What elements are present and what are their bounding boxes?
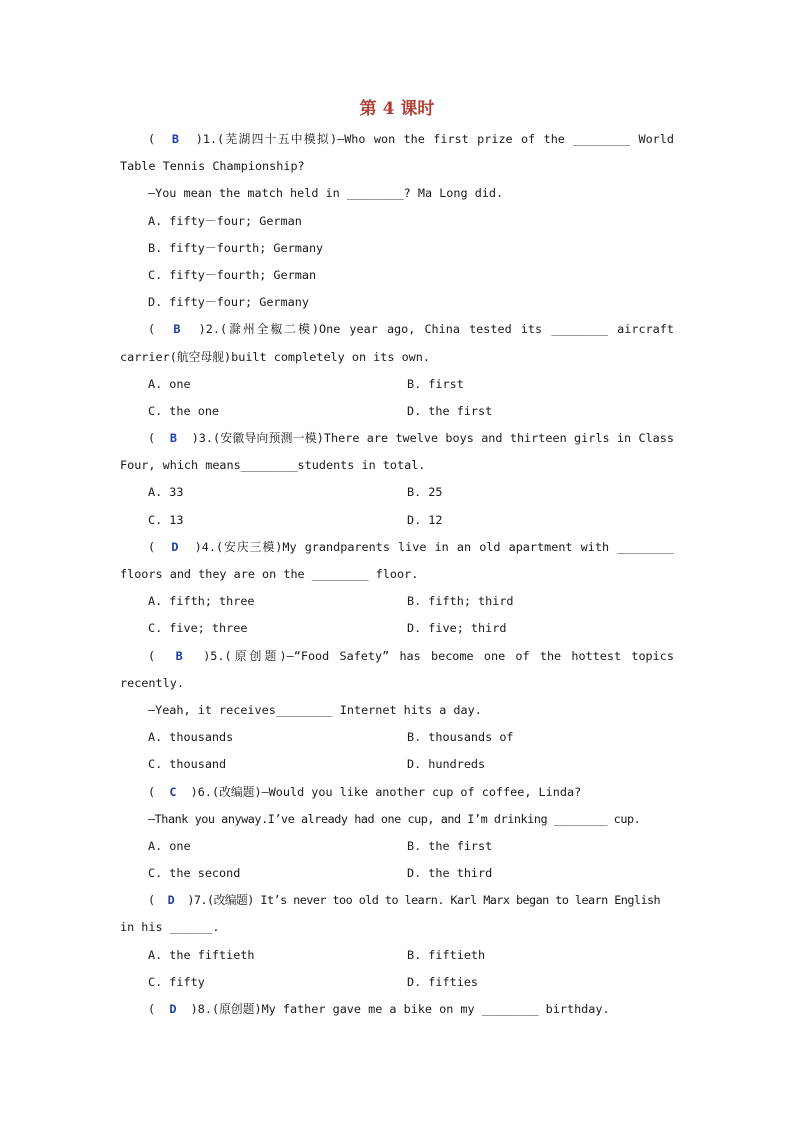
question-6-answer: C <box>169 784 177 799</box>
question-4 <box>120 534 674 643</box>
question-2-answer: B <box>173 322 181 337</box>
question-8 <box>120 996 674 1023</box>
question-1 <box>120 126 674 316</box>
question-2-option-b: B. first <box>407 376 464 391</box>
question-6-stem-line-1: ( C )6.(改编题)—Would you like another cup of coffee, Linda? <box>148 784 582 799</box>
question-2 <box>120 316 674 425</box>
question-3-answer: B <box>169 431 177 446</box>
question-7-options-row-1 <box>120 942 674 969</box>
question-4-answer: D <box>171 539 179 554</box>
question-3-option-b: B. 25 <box>407 485 443 500</box>
question-2-option-c: C. the one <box>148 403 220 418</box>
question-5-options-row-1 <box>120 724 674 751</box>
question-1-option-b: B. fifty－fourth; Germany <box>148 240 324 255</box>
question-4-option-a: A. fifth; three <box>148 594 255 609</box>
question-1-stem-line-2: Table Tennis Championship? <box>120 159 305 174</box>
question-5-option-b: B. thousands of <box>407 730 514 745</box>
question-6-option-c: C. the second <box>148 866 241 881</box>
question-1-option-a: A. fifty－four; German <box>148 213 302 228</box>
question-3-options-row-2 <box>120 507 674 534</box>
question-5-option-a: A. thousands <box>148 730 234 745</box>
question-5-stem-line-1: ( B )5.(原创题)—“Food Safety” has become one of the hottest topics <box>148 648 674 663</box>
question-5-stem-line-2: recently. <box>120 675 184 690</box>
question-7-options-row-2 <box>120 969 674 996</box>
question-6 <box>120 779 674 888</box>
worksheet-page <box>120 96 674 1023</box>
question-2-option-d: D. the first <box>407 403 493 418</box>
question-8-answer: D <box>169 1002 177 1016</box>
question-3-option-d: D. 12 <box>407 512 443 527</box>
question-6-options-row-1 <box>120 833 674 860</box>
question-7-stem-line-1: ( D )7.(改编题) It’s never too old to learn. Karl Marx began to learn English <box>148 893 661 908</box>
question-1-answer: B <box>171 132 179 146</box>
question-4-options-row-1 <box>120 588 674 615</box>
question-4-option-d: D. five; third <box>407 621 507 636</box>
question-8-stem-line-1: ( D )8.(原创题)My father gave me a bike on my ________ birthday. <box>148 1002 610 1016</box>
question-5-option-d: D. hundreds <box>407 757 486 772</box>
question-6-option-a: A. one <box>148 838 191 853</box>
question-7 <box>120 887 674 996</box>
question-5-answer: B <box>175 648 183 663</box>
question-7-option-b: B. fiftieth <box>407 947 486 962</box>
question-5 <box>120 643 674 779</box>
question-7-option-c: C. fifty <box>148 974 205 989</box>
question-3-option-a: A. 33 <box>148 485 184 500</box>
question-4-options-row-2 <box>120 615 674 642</box>
question-4-stem-line-2: floors and they are on the ________ floor. <box>120 567 419 581</box>
question-3-options-row-1 <box>120 479 674 506</box>
question-4-option-c: C. five; three <box>148 621 248 636</box>
question-6-option-d: D. the third <box>407 866 493 881</box>
page-title: 第 4 课时 <box>359 99 435 119</box>
question-6-options-row-2 <box>120 860 674 887</box>
question-7-stem-line-2: in his ______. <box>120 920 220 935</box>
question-7-option-d: D. fifties <box>407 974 479 989</box>
question-5-stem-line-3: —Yeah, it receives________ Internet hits a day. <box>148 702 482 717</box>
question-2-options-row-1 <box>120 371 674 398</box>
question-7-answer: D <box>167 893 175 908</box>
question-6-stem-line-2: —Thank you anyway.I’ve already had one cup, and I’m drinking ________ cup. <box>148 811 641 826</box>
question-4-option-b: B. fifth; third <box>407 594 514 609</box>
question-1-stem-line-1: ( B )1.(芜湖四十五中模拟)—Who won the first prize of the ________ World <box>148 132 674 146</box>
question-2-stem-line-2: carrier(航空母舰)built completely on its own. <box>120 349 430 364</box>
question-3-stem-line-1: ( B )3.(安徽导向预测一模)There are twelve boys and thirteen girls in Class <box>148 431 674 446</box>
question-6-option-b: B. the first <box>407 838 493 853</box>
question-3-stem-line-2: Four, which means________students in total. <box>120 458 426 473</box>
question-4-stem-line-1: ( D )4.(安庆三模)My grandparents live in an old apartment with ________ <box>148 539 674 554</box>
question-7-option-a: A. the fiftieth <box>148 947 255 962</box>
question-3 <box>120 425 674 534</box>
question-1-stem-line-3: —You mean the match held in ________? Ma Long did. <box>148 186 504 201</box>
question-5-option-c: C. thousand <box>148 757 227 772</box>
question-2-stem-line-1: ( B )2.(滁州全椒二模)One year ago, China tested its ________ aircraft <box>148 322 674 337</box>
question-1-option-d: D. fifty－four; Germany <box>148 295 309 310</box>
question-2-options-row-2 <box>120 398 674 425</box>
question-3-option-c: C. 13 <box>148 512 184 527</box>
question-5-options-row-2 <box>120 751 674 778</box>
question-1-option-c: C. fifty－fourth; German <box>148 267 317 282</box>
question-2-option-a: A. one <box>148 376 191 391</box>
